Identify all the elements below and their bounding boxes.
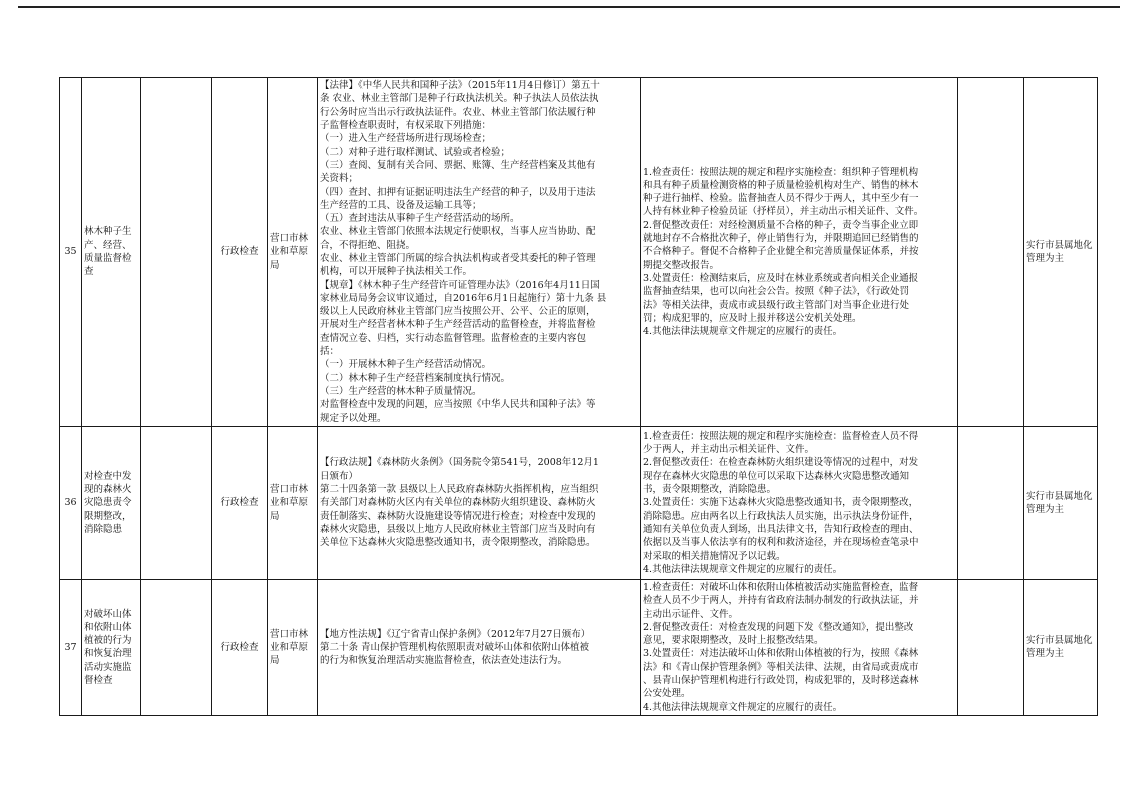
text-line: （一）开展林木种子生产经营活动情况。 <box>320 359 492 371</box>
empty-cell <box>141 78 212 427</box>
text-line: （四）查封、扣押有证据证明违法生产经营的种子，以及用于违法 <box>320 186 596 198</box>
text-line: 2.督促整改责任：在检查森林防火组织建设等情况的过程中，对发 <box>643 457 919 469</box>
text-line: 森林火灾隐患，县级以上地方人民政府林业主管部门应当及时向有 <box>320 523 596 535</box>
text-line: 4.其他法律法规规章文件规定的应履行的责任。 <box>643 563 843 575</box>
power-type: 行政检查 <box>212 427 268 580</box>
text-line: 农业、林业主管部门依照本法规定行使职权，当事人应当协助、配 <box>320 226 596 238</box>
table-row <box>60 78 1098 427</box>
text-line: 3.处置责任：对违法破坏山体和依附山体植被的行为，按照《森林 <box>643 648 919 660</box>
text-line: 3.处置责任：实施下达森林火灾隐患整改通知书，责令限期整改， <box>643 497 919 509</box>
text-line: 4.其他法律法规规章文件规定的应履行的责任。 <box>643 326 843 338</box>
text-line: 消除隐患。应由两名以上行政执法人员实施，出示执法身份证件， <box>643 510 919 522</box>
text-line: 少于两人，并主动出示相关证件、文件。 <box>643 444 815 456</box>
legal-basis <box>318 78 641 427</box>
text-line: 检查人员不少于两人，并持有省政府法制办制发的行政执法证，并 <box>643 595 919 607</box>
text-line: 开展对生产经营者林木种子生产经营活动的监督检查，并将监督检 <box>320 319 596 331</box>
text-line: （三）查阅、复制有关合同、票据、账簿、生产经营档案及其他有 <box>320 159 596 171</box>
text-line: 公安处理。 <box>643 688 691 700</box>
table-row <box>60 427 1098 580</box>
text-line: 法》和《青山保护管理条例》等相关法律、法规，由省局或责成市 <box>643 661 919 673</box>
text-line: 不合格种子。督促不合格种子企业健全和完善质量保证体系，并按 <box>643 246 919 258</box>
implementing-department: 营口市林业和草原局 <box>268 78 318 427</box>
text-line: 1.检查责任：按照法规的规定和程序实施检查：监督检查人员不得 <box>643 430 919 442</box>
table-row <box>60 580 1098 716</box>
item-name: 对破坏山体和依附山体植被的行为和恢复治理活动实施监督检查 <box>82 580 141 716</box>
text-line: 查情况立卷、归档，实行动态监督管理。监督检查的主要内容包 <box>320 332 587 344</box>
empty-cell <box>958 78 1024 427</box>
text-line: （一）进入生产经营场所进行现场检查； <box>320 133 492 145</box>
legal-basis <box>318 580 641 716</box>
text-line: 1.检查责任：按照法规的规定和程序实施检查：组织种子管理机构 <box>643 166 919 178</box>
responsibility-table <box>59 77 1098 716</box>
implementing-department: 营口市林业和草原局 <box>268 580 318 716</box>
text-line: 家林业局局务会议审议通过，自2016年6月1日起施行）第十九条 县 <box>320 292 607 304</box>
text-line: 机构，可以开展种子执法相关工作。 <box>320 266 473 278</box>
text-line: （二）对种子进行取样测试、试验或者检验； <box>320 146 511 158</box>
text-line: 【法律】《中华人民共和国种子法》（2015年11月4日修订）第五十 <box>320 80 600 92</box>
row-number: 35 <box>60 78 82 427</box>
text-line: 责任制落实、森林防火设施建设等情况进行检查；对检查中发现的 <box>320 510 596 522</box>
page-top-rule <box>18 6 1120 8</box>
text-line: 的行为和恢复治理活动实施监督检查，依法查处违法行为。 <box>320 655 568 667</box>
text-line: 书，责令限期整改，消除隐患。 <box>643 484 777 496</box>
text-line: 【地方性法规】《辽宁省青山保护条例》（2012年7月27日颁布） <box>320 628 591 640</box>
item-name: 对检查中发现的森林火灾隐患责令限期整改，消除隐患 <box>82 427 141 580</box>
text-line: 、县青山保护管理机构进行行政处罚，构成犯罪的，及时移送森林 <box>643 675 919 687</box>
power-type: 行政检查 <box>212 78 268 427</box>
text-line: 法》等相关法律，责成市或县级行政主管部门对当事企业进行处 <box>643 299 910 311</box>
text-line: 第二十条 青山保护管理机构依照职责对破坏山体和依附山体植被 <box>320 641 590 653</box>
text-line: 规定予以处理。 <box>320 412 387 424</box>
text-line: 2.督促整改责任：对经检测质量不合格的种子，责令当事企业立即 <box>643 219 919 231</box>
responsibility-items <box>641 427 958 580</box>
responsibility-items <box>641 78 958 427</box>
text-line: 条 农业、林业主管部门是种子行政执法机关。种子执法人员依法执 <box>320 93 599 105</box>
implementing-department: 营口市林业和草原局 <box>268 427 318 580</box>
text-line: 关单位下达森林火灾隐患整改通知书，责令限期整改，消除隐患。 <box>320 537 596 549</box>
empty-cell <box>958 580 1024 716</box>
text-line: 现存在森林火灾隐患的单位可以采取下达森林火灾隐患整改通知 <box>643 470 910 482</box>
text-line: 行公务时应当出示行政执法证件。农业、林业主管部门依法履行种 <box>320 106 596 118</box>
text-line: 【行政法规】《森林防火条例》（国务院令第541号，2008年12月1 <box>320 457 599 469</box>
row-number: 37 <box>60 580 82 716</box>
text-line: 第二十四条第一款 县级以上人民政府森林防火指挥机构，应当组织 <box>320 484 599 496</box>
power-type: 行政检查 <box>212 580 268 716</box>
text-line: 关资料； <box>320 173 359 185</box>
text-line: 级以上人民政府林业主管部门应当按照公开、公平、公正的原则， <box>320 306 596 318</box>
text-line: 依据以及当事人依法享有的权利和救济途径，并在现场检查笔录中 <box>643 537 919 549</box>
text-line: 2.督促整改责任：对检查发现的问题下发《整改通知》，提出整改 <box>643 621 914 633</box>
text-line: 对监督检查中发现的问题，应当按照《中华人民共和国种子法》等 <box>320 399 596 411</box>
text-line: 通知有关单位负责人到场，出具法律文书，告知行政检查的理由、 <box>643 523 919 535</box>
text-line: 【规章】《林木种子生产经营许可证管理办法》（2016年4月11日国 <box>320 279 600 291</box>
text-line: 3.处置责任：检测结束后，应及时在林业系统或者向相关企业通报 <box>643 272 919 284</box>
empty-cell <box>141 427 212 580</box>
text-line: （二）林木种子生产经营档案制度执行情况。 <box>320 372 511 384</box>
text-line: 子监督检查职责时，有权采取下列措施： <box>320 120 492 132</box>
text-line: 就地封存不合格批次种子，停止销售行为，并限期追回已经销售的 <box>643 233 919 245</box>
text-line: 生产经营的工具、设备及运输工具等； <box>320 199 482 211</box>
text-line: 对采取的相关措施情况予以记载。 <box>643 550 786 562</box>
text-line: 1.检查责任：对破坏山体和依附山体植被活动实施监督检查，监督 <box>643 582 919 593</box>
row-number: 36 <box>60 427 82 580</box>
text-line: 罚；构成犯罪的，应及时上报并移送公安机关处理。 <box>643 312 862 324</box>
text-line: 和具有种子质量检测资格的种子质量检验机构对生产、销售的林木 <box>643 179 919 191</box>
text-line: 农业、林业主管部门所属的综合执法机构或者受其委托的种子管理 <box>320 253 596 264</box>
text-line: 人持有林业种子检验员证（抒样员），并主动出示相关证件、文件。 <box>643 206 924 218</box>
text-line: 意见，要求限期整改，及时上报整改结果。 <box>643 635 824 647</box>
responsibility-items <box>641 580 958 716</box>
item-name: 林木种子生产、经营、质量监督检查 <box>82 78 141 427</box>
empty-cell <box>141 580 212 716</box>
text-line: 合，不得拒绝、阻挠。 <box>320 239 416 251</box>
text-line: 括： <box>320 346 340 358</box>
remark: 实行市县属地化管理为主 <box>1024 427 1098 580</box>
text-line: 有关部门对森林防火区内有关单位的森林防火组织建设、森林防火 <box>320 497 596 509</box>
text-line: 种子进行抽样、检验。监督抽查人员不得少于两人，其中至少有一 <box>643 193 919 205</box>
empty-cell <box>958 427 1024 580</box>
remark: 实行市县属地化管理为主 <box>1024 580 1098 716</box>
text-line: （三）生产经营的林木种子质量情况。 <box>320 385 482 397</box>
remark: 实行市县属地化管理为主 <box>1024 78 1098 427</box>
text-line: 期提交整改报告。 <box>643 259 720 271</box>
text-line: （五）查封违法从事种子生产经营活动的场所。 <box>320 213 520 225</box>
legal-basis <box>318 427 641 580</box>
text-line: 监督抽查结果，也可以向社会公告。按照《种子法》，《行政处罚 <box>643 286 910 298</box>
text-line: 日颁布） <box>320 470 359 482</box>
text-line: 主动出示证件、文件。 <box>643 608 739 620</box>
text-line: 4.其他法律法规规章文件规定的应履行的责任。 <box>643 701 843 713</box>
